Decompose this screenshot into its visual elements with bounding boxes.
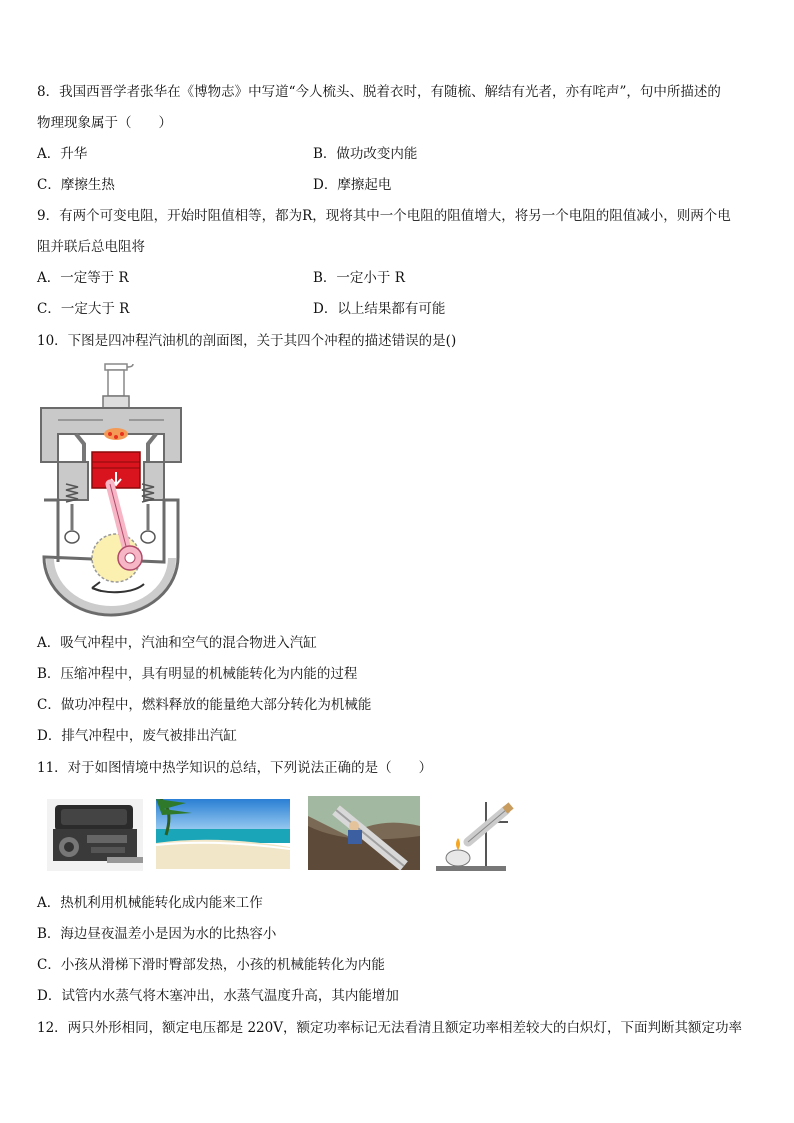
q11-option-c: C．小孩从滑梯下滑时臀部发热，小孩的机械能转化为内能 bbox=[37, 957, 385, 973]
spark-plug bbox=[108, 370, 124, 396]
q8-option-c: C．摩擦生热 bbox=[37, 177, 115, 193]
q12-stem: 12．两只外形相同，额定电压都是 220V，额定功率标记无法看清且额定功率相差较大的白炽灯，下面判断其额定功率 bbox=[37, 1020, 742, 1036]
q8-stem-line1: 8．我国西晋学者张华在《博物志》中写道“今人梳头、脱着衣时，有随梳、解结有光者，亦有咤声”，句中所描述的 bbox=[37, 84, 721, 100]
q8-option-d: D．摩擦起电 bbox=[313, 177, 392, 193]
four-stroke-engine-diagram bbox=[36, 362, 186, 622]
spark-plug-wire bbox=[105, 364, 127, 370]
q9-option-b: B．一定小于 R bbox=[313, 270, 405, 286]
q10-option-b: B．压缩冲程中，具有明显的机械能转化为内能的过程 bbox=[37, 666, 358, 682]
q9-option-a: A．一定等于 R bbox=[37, 270, 129, 286]
q8-option-a: A．升华 bbox=[37, 146, 88, 162]
q10-option-d: D．排气冲程中，废气被排出汽缸 bbox=[37, 728, 237, 744]
q9-option-c: C．一定大于 R bbox=[37, 301, 130, 317]
intake-cam bbox=[65, 531, 79, 543]
test-tube-experiment-illustration bbox=[428, 796, 518, 876]
q11-option-a: A．热机利用机械能转化成内能来工作 bbox=[37, 895, 263, 911]
q10-option-a: A．吸气冲程中，汽油和空气的混合物进入汽缸 bbox=[37, 635, 317, 651]
q8-option-b: B．做功改变内能 bbox=[313, 146, 418, 162]
q9-stem-line2: 阻并联后总电阻将 bbox=[37, 239, 145, 255]
q10-option-c: C．做功冲程中，燃料释放的能量绝大部分转化为机械能 bbox=[37, 697, 372, 713]
q10-stem: 10．下图是四冲程汽油机的剖面图，关于其四个冲程的描述错误的是() bbox=[37, 333, 457, 349]
q8-stem-line2: 物理现象属于（ ） bbox=[37, 115, 172, 131]
car-engine-photo bbox=[47, 799, 143, 871]
q11-stem: 11．对于如图情境中热学知识的总结，下列说法正确的是（ ） bbox=[37, 760, 433, 776]
q9-option-d: D．以上结果都有可能 bbox=[313, 301, 446, 317]
q11-option-b: B．海边昼夜温差小是因为水的比热容小 bbox=[37, 926, 277, 942]
q9-stem-line1: 9．有两个可变电阻，开始时阻值相等，都为R，现将其中一个电阻的阻值增大，将另一个电阻的阻值减小，则两个电 bbox=[37, 208, 731, 224]
q11-option-d: D．试管内水蒸气将木塞冲出，水蒸气温度升高，其内能增加 bbox=[37, 988, 399, 1004]
child-on-slide-photo bbox=[308, 796, 420, 870]
beach-photo bbox=[156, 799, 290, 869]
exhaust-cam bbox=[141, 531, 155, 543]
